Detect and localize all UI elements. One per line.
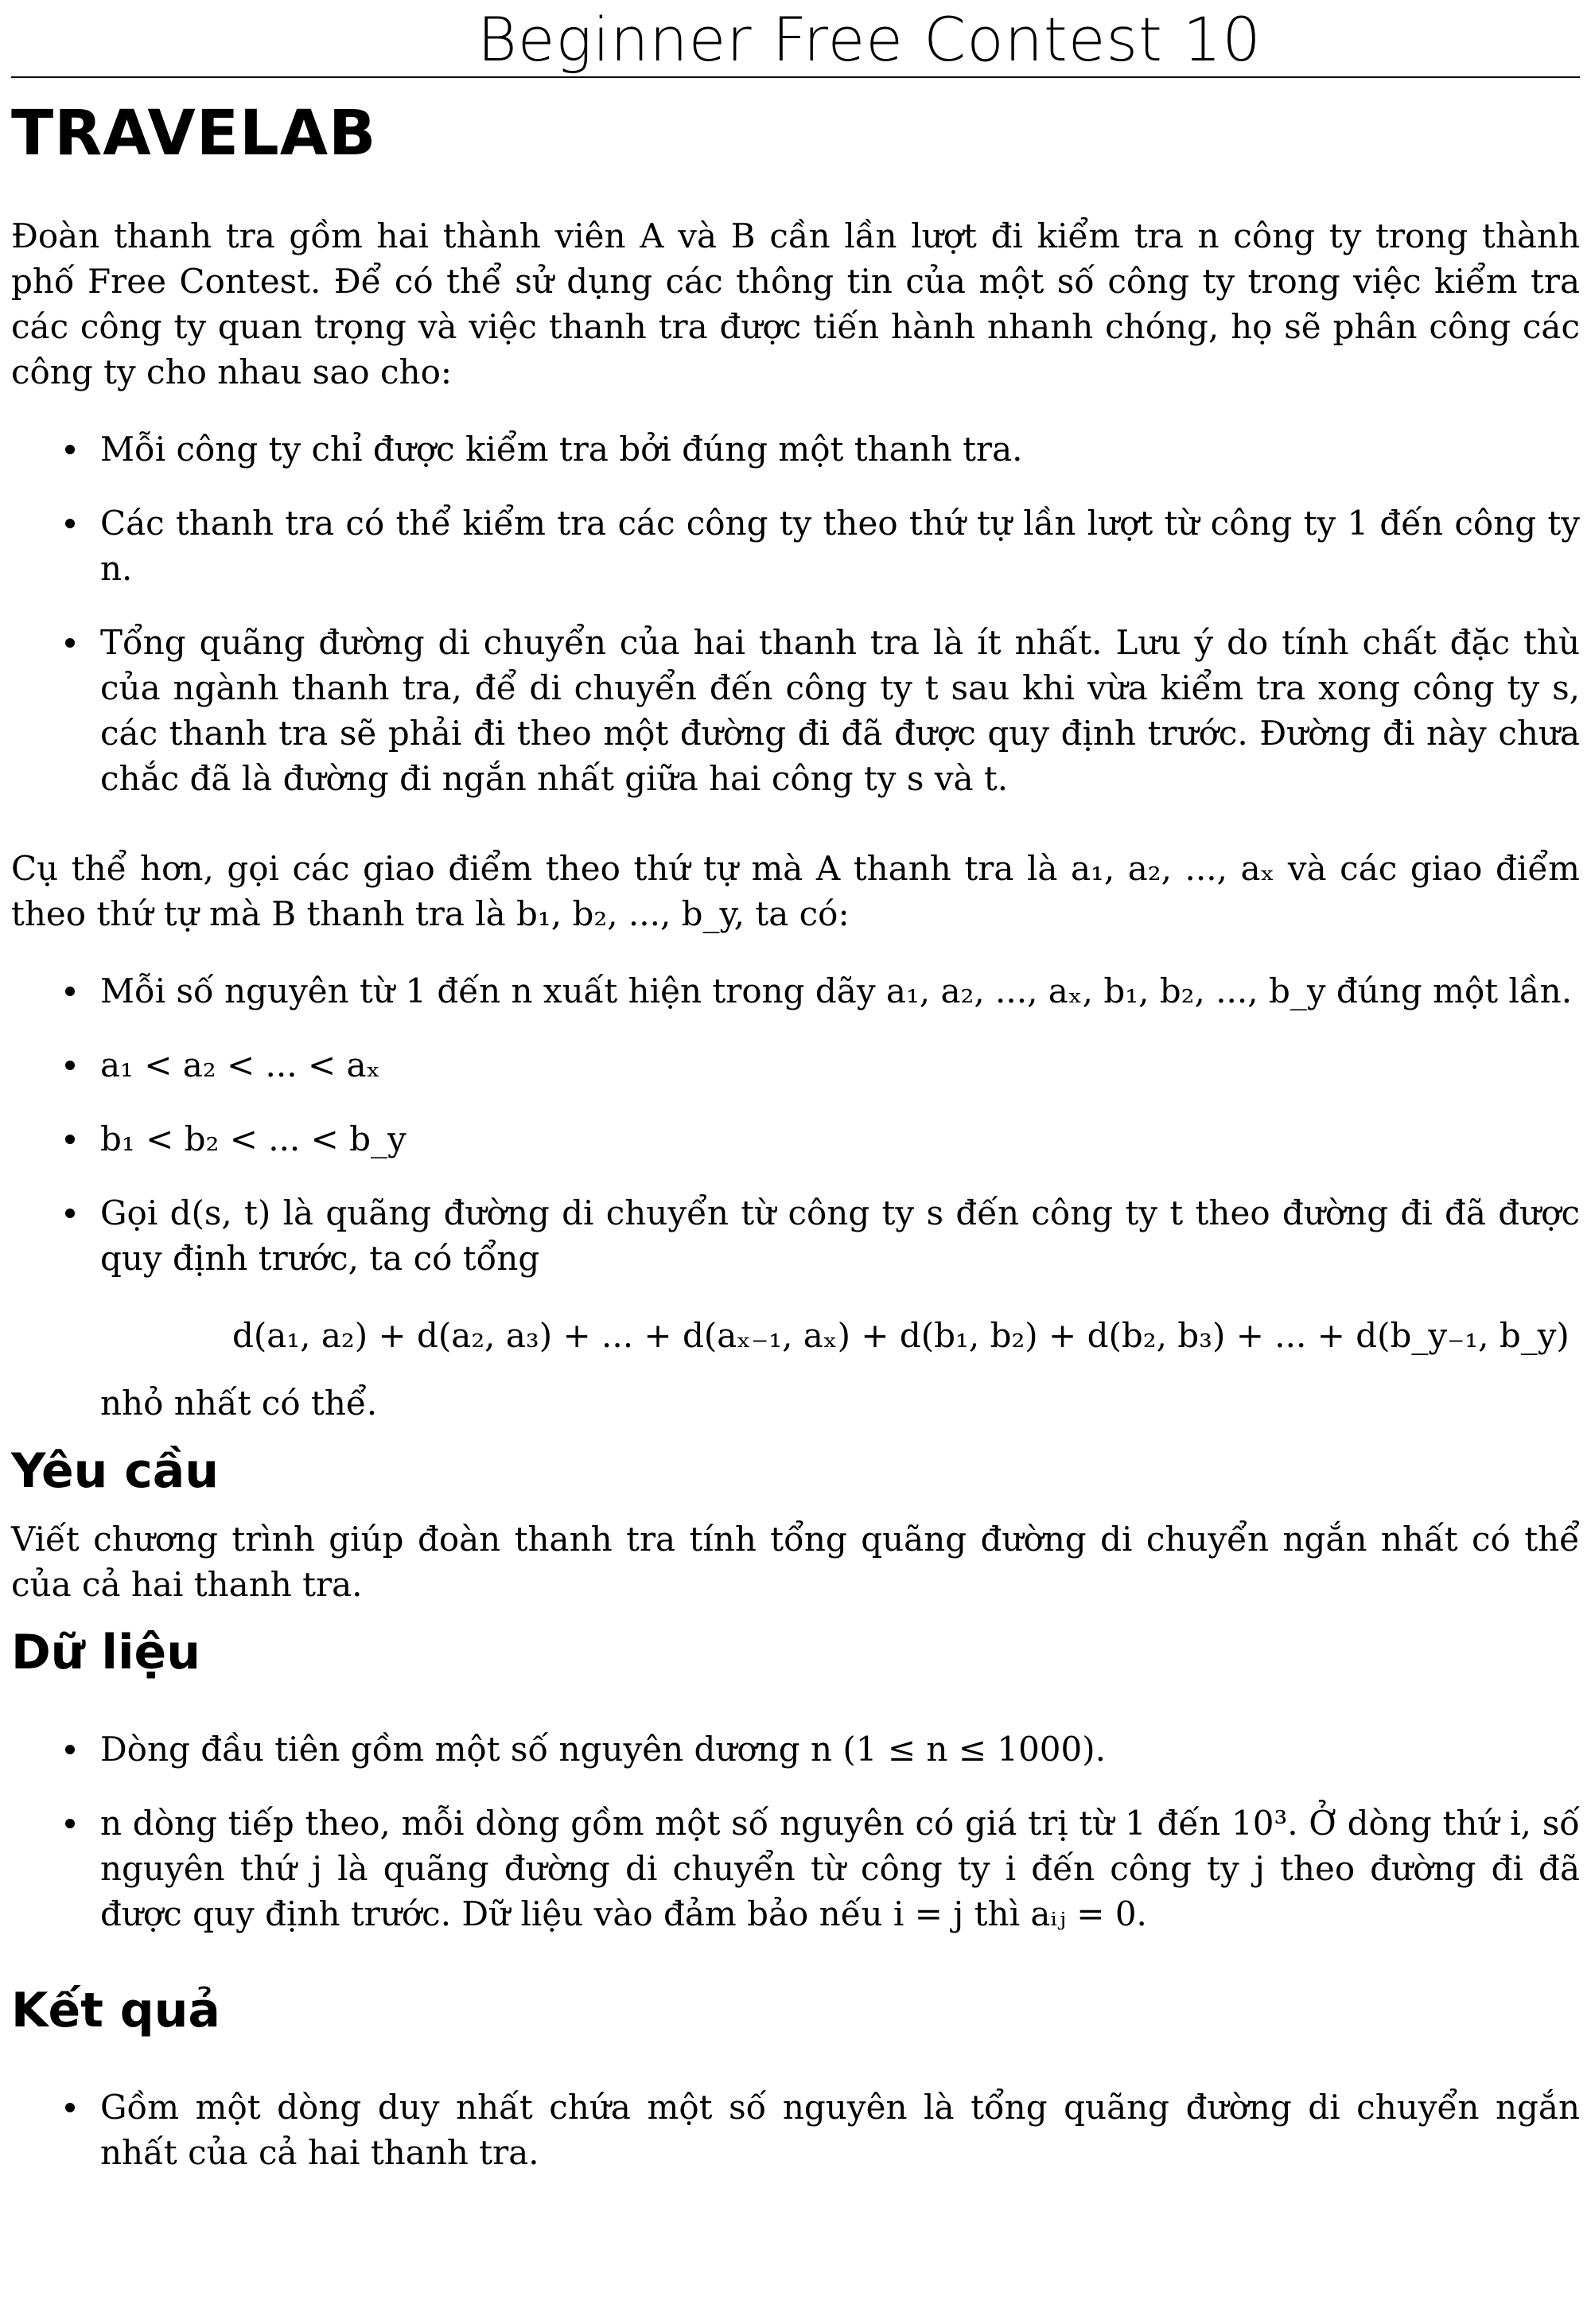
section-heading-input: Dữ liệu <box>11 1625 200 1680</box>
section-heading-requirement: Yêu cầu <box>11 1443 220 1499</box>
specific-paragraph: Cụ thể hơn, gọi các giao điểm theo thứ tự mà A thanh tra là a₁, a₂, ..., aₓ và các giao điểm theo thứ tự mà B thanh tra là b₁, b₂, ..., b_y, ta có: <box>11 849 1580 933</box>
output-item: Gồm một dòng duy nhất chứa một số nguyên là tổng quãng đường di chuyển ngắn nhất của cả hai thanh tra. <box>100 2085 1580 2175</box>
rule-item: Các thanh tra có thể kiểm tra các công ty theo thứ tự lần lượt từ công ty 1 đến công ty n. <box>100 500 1580 591</box>
requirement-text: Viết chương trình giúp đoàn thanh tra tính tổng quãng đường di chuyển ngắn nhất có thể của cả hai thanh tra. <box>11 1520 1580 1604</box>
problem-statement <box>11 213 1580 2175</box>
condition-text: Gọi d(s, t) là quãng đường di chuyển từ công ty s đến công ty t theo đường đi đã được quy định trước, ta có tổng <box>100 1193 1580 1278</box>
problem-title: TRAVELAB <box>11 98 377 169</box>
condition-item <box>100 1190 1580 1426</box>
input-item: Dòng đầu tiên gồm một số nguyên dương n (1 ≤ n ≤ 1000). <box>100 1726 1580 1772</box>
rules-list <box>11 426 1580 801</box>
conditions-list <box>11 968 1580 1426</box>
input-item: n dòng tiếp theo, mỗi dòng gồm một số nguyên có giá trị từ 1 đến 10³. Ở dòng thứ i, số nguyên thứ j là quãng đường di chuyển từ công ty i đến công ty j theo đường đi đã được quy định trước. Dữ liệu vào đảm bảo nếu i = j thì aᵢⱼ = 0. <box>100 1800 1580 1937</box>
condition-item: Mỗi số nguyên từ 1 đến n xuất hiện trong dãy a₁, a₂, ..., aₓ, b₁, b₂, ..., b_y đúng một lần. <box>100 968 1580 1014</box>
header-divider <box>11 76 1580 78</box>
rule-item: Mỗi công ty chỉ được kiểm tra bởi đúng một thanh tra. <box>100 426 1580 472</box>
contest-title: Beginner Free Contest 10 <box>477 4 1262 75</box>
section-heading-output: Kết quả <box>11 1983 220 2038</box>
sum-formula: d(a₁, a₂) + d(a₂, a₃) + ... + d(aₓ₋₁, aₓ) + d(b₁, b₂) + d(b₂, b₃) + ... + d(b_y₋₁, b_y) <box>232 1316 1570 1355</box>
output-list <box>11 2085 1580 2175</box>
intro-paragraph: Đoàn thanh tra gồm hai thành viên A và B cần lần lượt đi kiểm tra n công ty trong thành phố Free Contest. Để có thể sử dụng các thông tin của một số công ty trong việc kiểm tra các công ty quan trọng và việc thanh tra được tiến hành nhanh chóng, họ sẽ phân công các công ty cho nhau sao cho: <box>11 216 1580 391</box>
input-list <box>11 1726 1580 1937</box>
formula-tail: nhỏ nhất có thể. <box>100 1384 378 1423</box>
rule-item: Tổng quãng đường di chuyển của hai thanh tra là ít nhất. Lưu ý do tính chất đặc thù của ngành thanh tra, để di chuyển đến công ty t sau khi vừa kiểm tra xong công ty s, các thanh tra sẽ phải đi theo một đường đi đã được quy định trước. Đường đi này chưa chắc đã là đường đi ngắn nhất giữa hai công ty s và t. <box>100 620 1580 801</box>
condition-item: b₁ < b₂ < ... < b_y <box>100 1116 1580 1162</box>
condition-item: a₁ < a₂ < ... < aₓ <box>100 1042 1580 1088</box>
